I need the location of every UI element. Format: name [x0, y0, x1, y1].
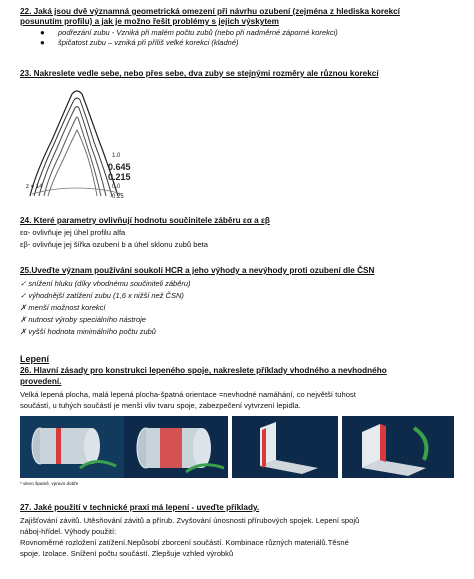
- question-22-title-line2: posunutím profilu) a jak je možno řešit problémy s jejich výskytem: [20, 17, 279, 26]
- q26-body-line2: součástí, u tuhých součástí je menší vliv tvaru spoje, zabezpečení vytvrzení lepidla.: [20, 401, 301, 410]
- question-24-title: 24. Které parametry ovlivňují hodnotu součinitele záběru εα a εβ: [20, 216, 270, 225]
- joint-photo-angle-good: [342, 416, 454, 478]
- tooth-outline: [30, 91, 118, 196]
- q25-item-1: ✓ snížení hluku (díky vhodnému součiniteli záběru): [20, 279, 191, 288]
- q24-line-1: εα- ovlivňuje jej úhel profilu alfa: [20, 228, 126, 237]
- question-26-title-line2: provedení.: [20, 377, 62, 386]
- q24-line-2: εβ- ovlivňuje jej šířka ozubení b a úhel sklonu zubů beta: [20, 240, 209, 249]
- cross-icon: ✗: [20, 327, 27, 336]
- correction-value: 0.0: [112, 184, 121, 190]
- tooth-outline: [39, 107, 106, 197]
- q27-line-2: náboj-hřídel. Výhody použití:: [20, 527, 117, 536]
- q25-item-4: ✗ nutnost výroby speciálního nástroje: [20, 315, 146, 324]
- question-22-title-line1: 22. Jaká jsou dvě významná geometrická omezení při návrhu ozubení (zejména z hlediska korekcí: [20, 7, 400, 16]
- correction-value: 0.215: [108, 172, 131, 182]
- bullet-dot-icon: ●: [40, 28, 45, 37]
- question-25-title: 25.Uveďte význam používání soukolí HCR a jeho výhody a nevýhody proti ozubení dle ČSN: [20, 266, 375, 275]
- z-label: z = 14: [26, 184, 43, 190]
- tooth-profile-figure: [22, 82, 172, 204]
- figure-caption: * vlevo špatně, vpravo dobře: [20, 481, 79, 486]
- correction-value: 1.0: [112, 153, 121, 159]
- q27-line-3: Rovnoměrné rozložení zatížení.Nepůsobí zborcení součástí. Kombinace různých materiálů.Těsné: [20, 538, 349, 547]
- q27-line-1: Zajišťování závitů. Utěsňování závitů a přírub. Zvyšování únosnosti přírubových spojek. Lepení spojů: [20, 516, 360, 525]
- q22-item-1: podřezání zubu - Vzniká při malém počtu zubů (nebo při nadměrné záporné korekci): [58, 28, 338, 37]
- question-23-title: 23. Nakreslete vedle sebe, nebo přes sebe, dva zuby se stejnými rozměry ale různou korekcí: [20, 69, 379, 78]
- q25-item-2: ✓ výhodnější zatížení zubu (1,6 x nižší než ČSN): [20, 291, 184, 300]
- q26-body-line1: Velká lepená plocha, malá lepená plocha-špatná orientace =nevhodné namáhání, co největší tuhost: [20, 390, 356, 399]
- question-27-title: 27. Jaké použití v technické praxi má lepení - uveďte příklady.: [20, 503, 260, 512]
- correction-value: -0.25: [110, 194, 124, 200]
- joint-photo-bad-and-good-cylinders: [20, 416, 228, 478]
- q25-item-5: ✗ vyšší hodnota minimálního počtu zubů: [20, 327, 156, 336]
- q27-line-4: spoje. Izolace. Snížení počtu součástí. Zlepšuje vzhled výrobků: [20, 549, 234, 558]
- cross-icon: ✗: [20, 315, 27, 324]
- cross-icon: ✗: [20, 303, 27, 312]
- joint-photo-angle-bad: [232, 416, 338, 478]
- section-heading: Lepení: [20, 354, 50, 364]
- correction-value: 0.645: [108, 162, 131, 172]
- check-icon: ✓: [20, 291, 27, 300]
- q25-item-3: ✗ menší možnost korekcí: [20, 303, 106, 312]
- question-26-title-line1: 26. Hlavní zásady pro konstrukci lepeného spoje, nakreslete příklady vhodného a nevhodného: [20, 366, 387, 375]
- check-icon: ✓: [20, 279, 27, 288]
- bullet-dot-icon: ●: [40, 38, 45, 47]
- q22-item-2: špičatost zubu – vzniká při příliš velké korekci (kladné): [58, 38, 239, 47]
